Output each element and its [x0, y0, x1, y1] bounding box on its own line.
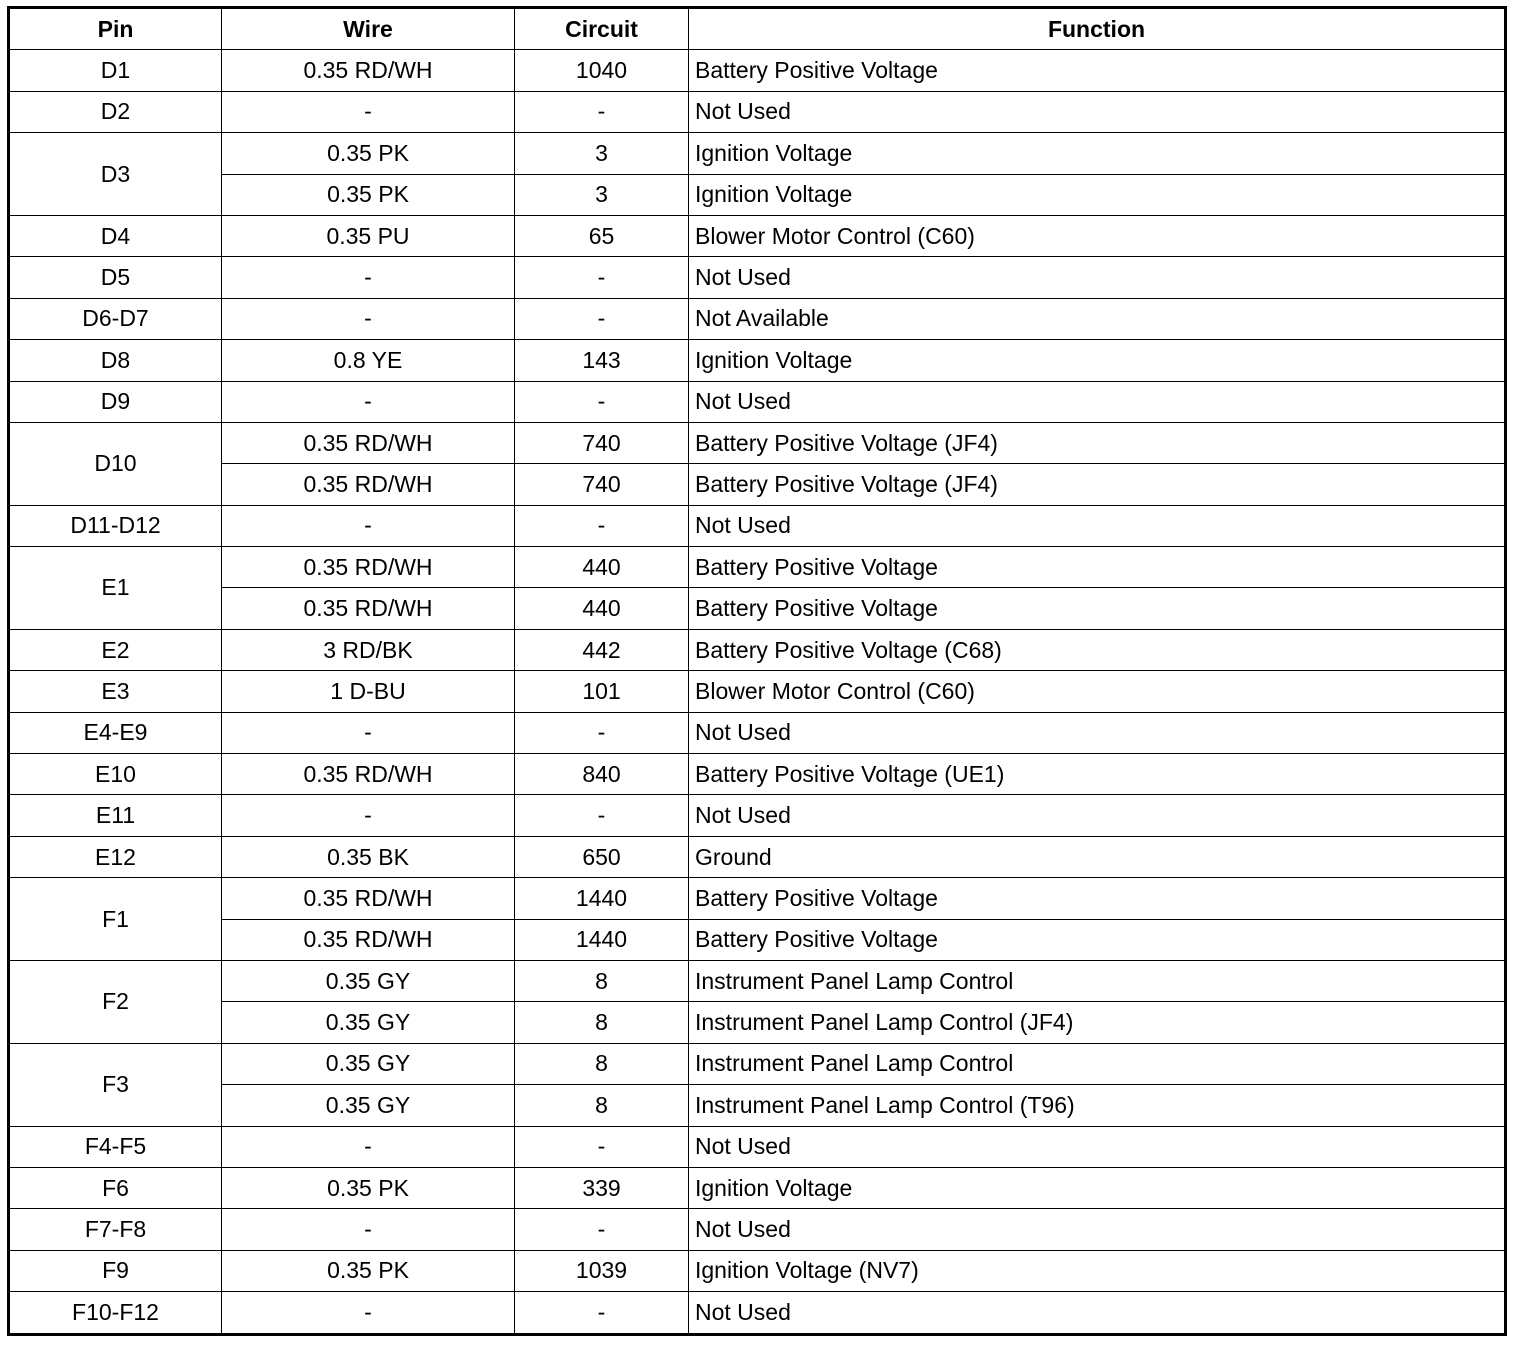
table-row — [9, 1292, 1506, 1334]
table-row — [9, 464, 1506, 505]
pin-cell: D2 — [9, 91, 222, 132]
function-cell: Not Used — [689, 712, 1506, 753]
wire-cell: 0.35 GY — [222, 960, 515, 1001]
table-row — [9, 215, 1506, 256]
table-row — [9, 547, 1506, 588]
pin-cell: D11-D12 — [9, 505, 222, 546]
table-row — [9, 257, 1506, 298]
function-cell: Battery Positive Voltage — [689, 919, 1506, 960]
function-column-header: Function — [689, 8, 1506, 50]
pin-cell: F6 — [9, 1167, 222, 1208]
function-cell: Ignition Voltage — [689, 340, 1506, 381]
table-row — [9, 754, 1506, 795]
function-cell: Battery Positive Voltage — [689, 878, 1506, 919]
wire-cell: 0.35 RD/WH — [222, 422, 515, 463]
circuit-cell: 840 — [515, 754, 689, 795]
circuit-cell: - — [515, 1126, 689, 1167]
circuit-cell: - — [515, 381, 689, 422]
circuit-cell: 650 — [515, 836, 689, 877]
circuit-cell: - — [515, 712, 689, 753]
function-cell: Not Used — [689, 1126, 1506, 1167]
pin-cell: D1 — [9, 50, 222, 91]
table-row — [9, 836, 1506, 877]
function-cell: Instrument Panel Lamp Control — [689, 960, 1506, 1001]
circuit-cell: - — [515, 1209, 689, 1250]
table-row — [9, 588, 1506, 629]
table-row — [9, 878, 1506, 919]
wire-cell: 0.35 RD/WH — [222, 919, 515, 960]
circuit-cell: 440 — [515, 588, 689, 629]
pin-cell: E4-E9 — [9, 712, 222, 753]
circuit-cell: 440 — [515, 547, 689, 588]
wire-cell: 0.35 GY — [222, 1002, 515, 1043]
table-row — [9, 91, 1506, 132]
wire-cell: - — [222, 505, 515, 546]
circuit-cell: - — [515, 298, 689, 339]
wire-cell: 3 RD/BK — [222, 629, 515, 670]
circuit-cell: 1440 — [515, 919, 689, 960]
pin-cell: E1 — [9, 547, 222, 630]
table-row — [9, 1126, 1506, 1167]
pin-cell: F10-F12 — [9, 1292, 222, 1334]
table-row — [9, 960, 1506, 1001]
wire-cell: 0.35 RD/WH — [222, 878, 515, 919]
function-cell: Battery Positive Voltage (C68) — [689, 629, 1506, 670]
wire-cell: 1 D-BU — [222, 671, 515, 712]
wire-cell: 0.35 GY — [222, 1043, 515, 1084]
function-cell: Not Available — [689, 298, 1506, 339]
function-cell: Instrument Panel Lamp Control (JF4) — [689, 1002, 1506, 1043]
circuit-cell: 8 — [515, 1002, 689, 1043]
pin-cell: F1 — [9, 878, 222, 961]
circuit-cell: 1040 — [515, 50, 689, 91]
wire-cell: 0.35 GY — [222, 1085, 515, 1126]
wire-cell: 0.35 RD/WH — [222, 464, 515, 505]
function-cell: Battery Positive Voltage — [689, 50, 1506, 91]
wire-cell: 0.8 YE — [222, 340, 515, 381]
function-cell: Ignition Voltage — [689, 1167, 1506, 1208]
circuit-cell: 1039 — [515, 1250, 689, 1291]
pin-cell: F7-F8 — [9, 1209, 222, 1250]
table-row — [9, 712, 1506, 753]
wire-cell: - — [222, 381, 515, 422]
table-row — [9, 174, 1506, 215]
table-row — [9, 1002, 1506, 1043]
circuit-cell: 8 — [515, 1043, 689, 1084]
wire-cell: - — [222, 712, 515, 753]
wire-cell: - — [222, 91, 515, 132]
table-row — [9, 50, 1506, 91]
function-cell: Not Used — [689, 381, 1506, 422]
wire-cell: - — [222, 1292, 515, 1334]
function-cell: Not Used — [689, 1209, 1506, 1250]
function-cell: Battery Positive Voltage (UE1) — [689, 754, 1506, 795]
pin-column-header: Pin — [9, 8, 222, 50]
pin-cell: E11 — [9, 795, 222, 836]
table-header — [9, 8, 1506, 50]
table-row — [9, 795, 1506, 836]
table-row — [9, 1085, 1506, 1126]
table-row — [9, 1167, 1506, 1208]
circuit-cell: 740 — [515, 464, 689, 505]
circuit-cell: 3 — [515, 174, 689, 215]
wire-cell: - — [222, 1209, 515, 1250]
pin-cell: E12 — [9, 836, 222, 877]
wire-cell: 0.35 PK — [222, 133, 515, 174]
table-body — [9, 50, 1506, 1334]
circuit-cell: 101 — [515, 671, 689, 712]
pin-cell: D6-D7 — [9, 298, 222, 339]
circuit-cell: 65 — [515, 215, 689, 256]
pin-cell: D5 — [9, 257, 222, 298]
circuit-cell: - — [515, 257, 689, 298]
wire-cell: - — [222, 1126, 515, 1167]
circuit-cell: 1440 — [515, 878, 689, 919]
table-row — [9, 505, 1506, 546]
wire-column-header: Wire — [222, 8, 515, 50]
table-row — [9, 298, 1506, 339]
function-cell: Blower Motor Control (C60) — [689, 671, 1506, 712]
function-cell: Ignition Voltage (NV7) — [689, 1250, 1506, 1291]
function-cell: Battery Positive Voltage (JF4) — [689, 464, 1506, 505]
circuit-cell: - — [515, 505, 689, 546]
wire-cell: - — [222, 298, 515, 339]
table-row — [9, 629, 1506, 670]
function-cell: Instrument Panel Lamp Control (T96) — [689, 1085, 1506, 1126]
function-cell: Battery Positive Voltage — [689, 547, 1506, 588]
function-cell: Not Used — [689, 1292, 1506, 1334]
circuit-cell: 442 — [515, 629, 689, 670]
circuit-cell: - — [515, 91, 689, 132]
function-cell: Not Used — [689, 257, 1506, 298]
wire-cell: - — [222, 795, 515, 836]
pin-cell: E3 — [9, 671, 222, 712]
table-row — [9, 1043, 1506, 1084]
function-cell: Not Used — [689, 505, 1506, 546]
wire-cell: 0.35 BK — [222, 836, 515, 877]
pin-cell: F9 — [9, 1250, 222, 1291]
table-row — [9, 919, 1506, 960]
header-row — [9, 8, 1506, 50]
function-cell: Instrument Panel Lamp Control — [689, 1043, 1506, 1084]
table-row — [9, 671, 1506, 712]
pin-cell: E2 — [9, 629, 222, 670]
wire-cell: 0.35 PK — [222, 1250, 515, 1291]
table-row — [9, 1250, 1506, 1291]
function-cell: Not Used — [689, 795, 1506, 836]
pin-cell: F4-F5 — [9, 1126, 222, 1167]
pin-cell: D3 — [9, 133, 222, 216]
wire-cell: 0.35 PK — [222, 1167, 515, 1208]
wire-cell: 0.35 PU — [222, 215, 515, 256]
table-row — [9, 381, 1506, 422]
function-cell: Not Used — [689, 91, 1506, 132]
circuit-column-header: Circuit — [515, 8, 689, 50]
circuit-cell: 8 — [515, 1085, 689, 1126]
connector-pinout-table — [7, 6, 1507, 1336]
circuit-cell: 143 — [515, 340, 689, 381]
table-row — [9, 422, 1506, 463]
function-cell: Ground — [689, 836, 1506, 877]
pin-cell: F2 — [9, 960, 222, 1043]
pin-cell: D10 — [9, 422, 222, 505]
function-cell: Battery Positive Voltage — [689, 588, 1506, 629]
wire-cell: 0.35 RD/WH — [222, 50, 515, 91]
function-cell: Blower Motor Control (C60) — [689, 215, 1506, 256]
circuit-cell: 3 — [515, 133, 689, 174]
pin-cell: D4 — [9, 215, 222, 256]
circuit-cell: - — [515, 1292, 689, 1334]
pin-cell: F3 — [9, 1043, 222, 1126]
pin-cell: E10 — [9, 754, 222, 795]
circuit-cell: 339 — [515, 1167, 689, 1208]
table-row — [9, 340, 1506, 381]
wire-cell: 0.35 RD/WH — [222, 588, 515, 629]
wire-cell: - — [222, 257, 515, 298]
wire-cell: 0.35 PK — [222, 174, 515, 215]
wire-cell: 0.35 RD/WH — [222, 547, 515, 588]
circuit-cell: 8 — [515, 960, 689, 1001]
function-cell: Battery Positive Voltage (JF4) — [689, 422, 1506, 463]
table-row — [9, 1209, 1506, 1250]
wire-cell: 0.35 RD/WH — [222, 754, 515, 795]
table-row — [9, 133, 1506, 174]
circuit-cell: - — [515, 795, 689, 836]
pin-cell: D9 — [9, 381, 222, 422]
function-cell: Ignition Voltage — [689, 174, 1506, 215]
pin-cell: D8 — [9, 340, 222, 381]
circuit-cell: 740 — [515, 422, 689, 463]
function-cell: Ignition Voltage — [689, 133, 1506, 174]
